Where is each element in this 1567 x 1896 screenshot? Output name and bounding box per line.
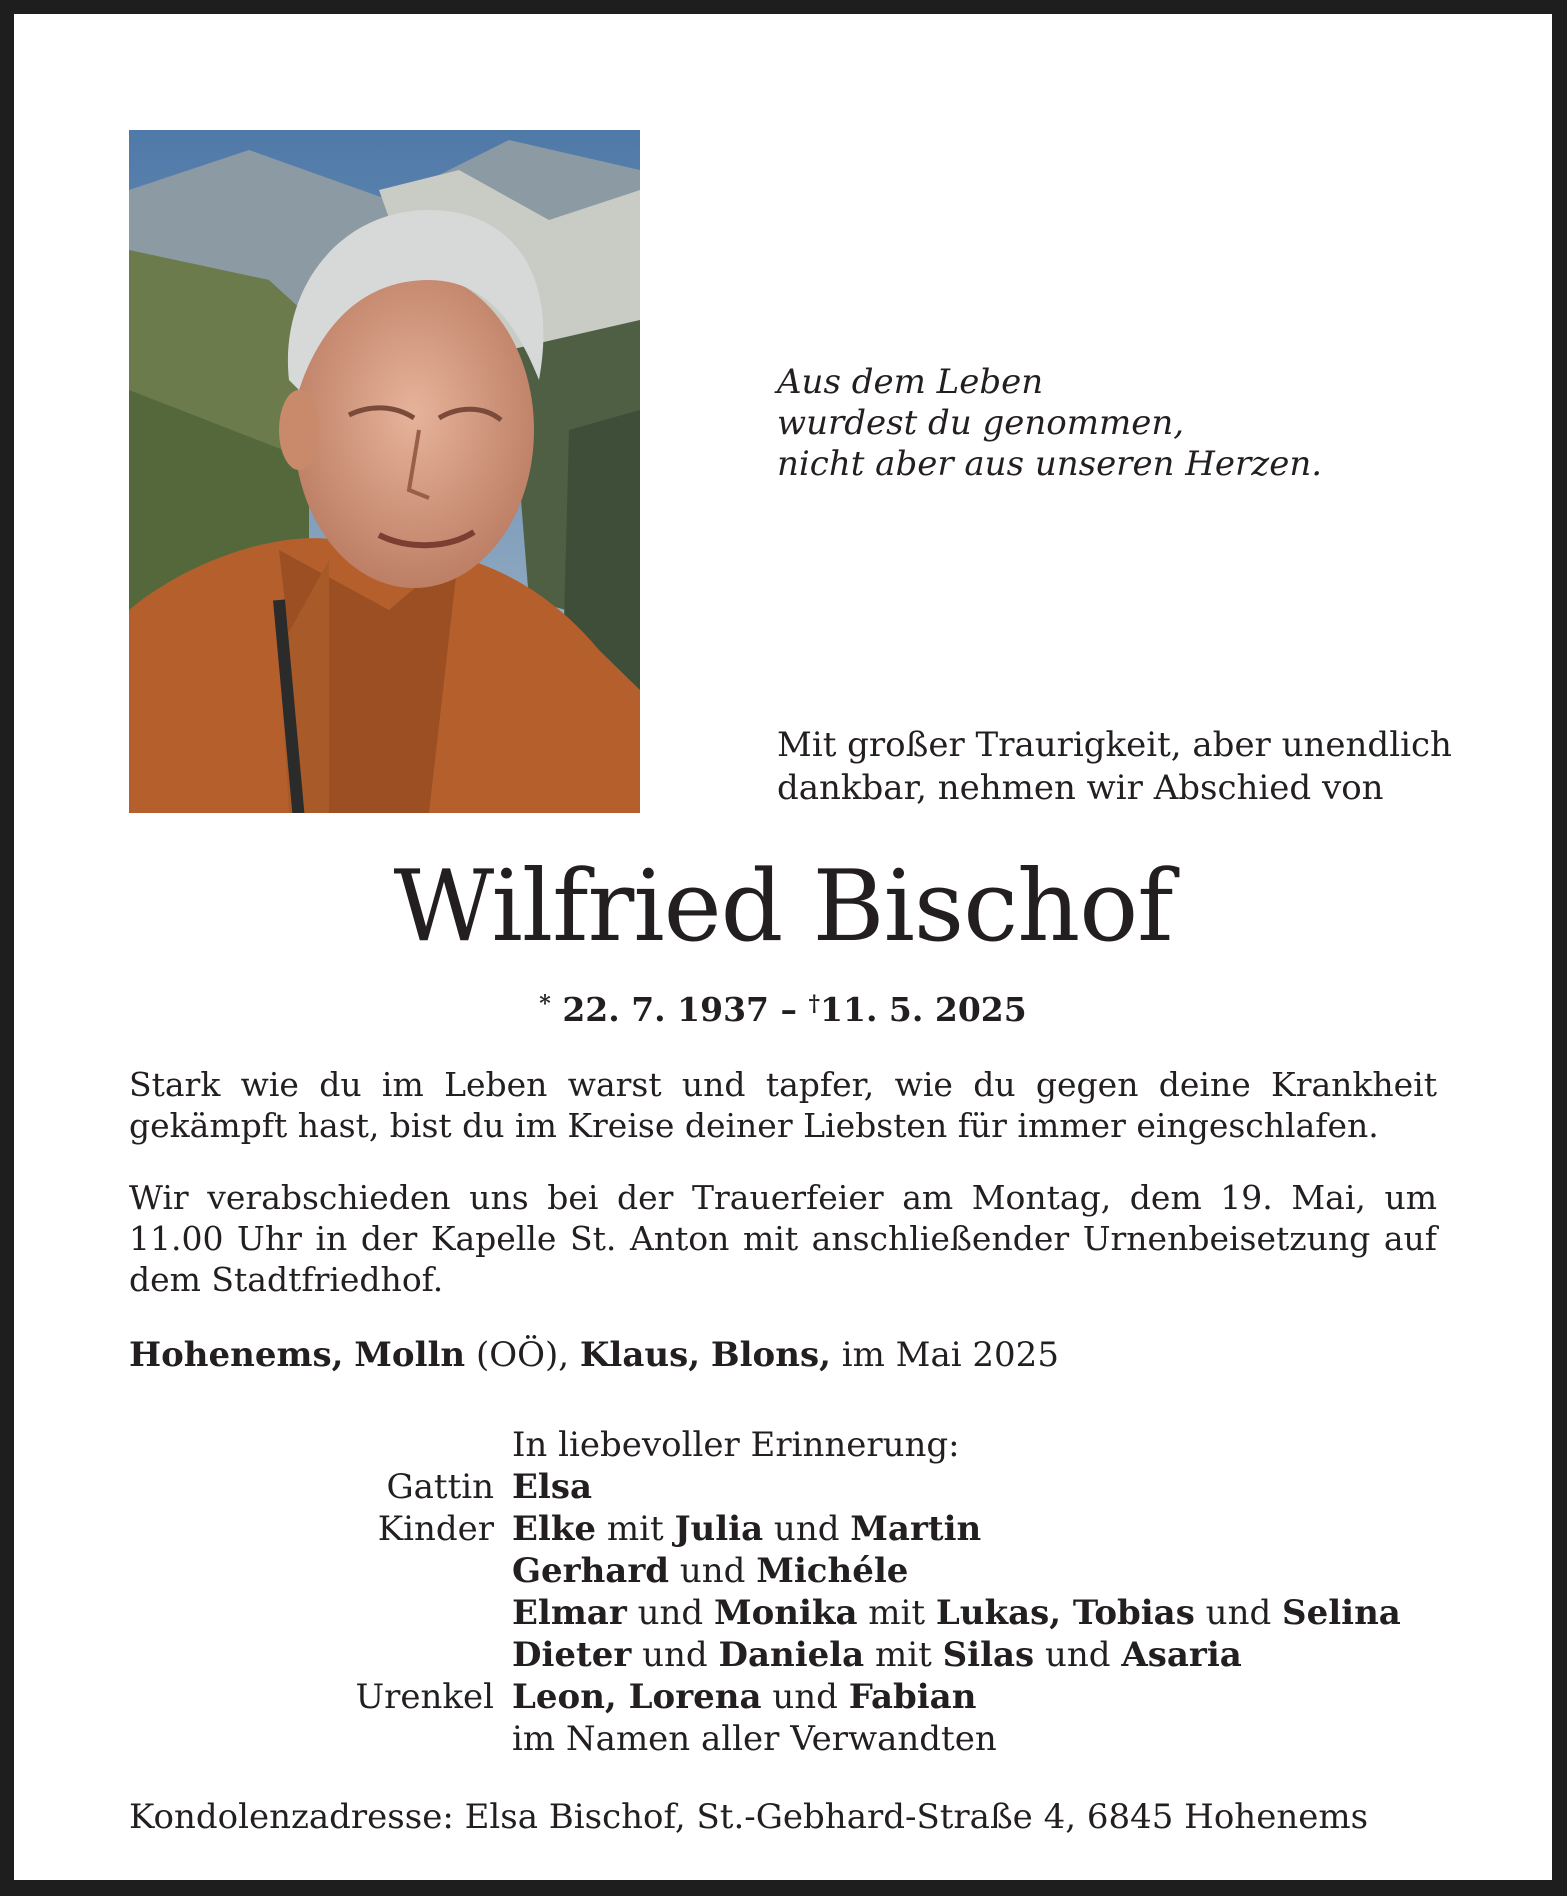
intro-line: Mit großer Traurigkeit, aber unendlich <box>777 725 1452 765</box>
family-name: Monika <box>713 1593 858 1633</box>
paragraph-ceremony: Wir verabschieden uns bei der Trauerfeier am Montag, dem 19. Mai, um 11.00 Uhr in der Kapelle St. Anton mit anschließender Urnenbeisetzung auf dem Stadtfriedhof. <box>129 1178 1437 1299</box>
place-blons: Blons, <box>710 1335 831 1375</box>
place-date: im Mai 2025 <box>841 1335 1059 1375</box>
connector: mit <box>606 1509 664 1549</box>
family-name: Elke <box>512 1509 597 1549</box>
family-row-urenkel <box>14 1676 1552 1718</box>
label-urenkel: Urenkel <box>355 1677 494 1717</box>
name-elsa: Elsa <box>512 1467 593 1507</box>
family-name: Lukas, Tobias <box>935 1593 1195 1633</box>
family-list <box>14 1424 1552 1760</box>
connector: und <box>772 1677 838 1717</box>
birth-symbol: * <box>539 991 551 1017</box>
connector: und <box>773 1509 840 1549</box>
family-name: Michéle <box>756 1551 909 1591</box>
obituary-card <box>14 14 1552 1880</box>
place-molln: Molln <box>354 1335 466 1375</box>
label-kinder: Kinder <box>377 1509 494 1549</box>
condolence-address: Kondolenzadresse: Elsa Bischof, St.-Gebhard-Straße 4, 6845 Hohenems <box>129 1797 1369 1837</box>
connector: und <box>1205 1593 1272 1633</box>
family-name: Fabian <box>848 1677 977 1717</box>
intro-text <box>777 724 1452 810</box>
quote-line: wurdest du genommen, <box>777 403 1185 443</box>
connector: mit <box>875 1635 932 1675</box>
birth-date: 22. 7. 1937 <box>562 990 769 1029</box>
family-heading-row <box>14 1424 1552 1466</box>
family-row <box>14 1592 1552 1634</box>
family-name: Asaria <box>1121 1635 1242 1675</box>
date-separator: – <box>780 990 797 1029</box>
death-symbol: † <box>808 991 821 1017</box>
quote-line: nicht aber aus unseren Herzen. <box>777 444 1323 484</box>
life-dates <box>14 984 1552 1030</box>
connector: und <box>637 1593 704 1633</box>
place-klaus: Klaus, <box>579 1335 701 1375</box>
family-name: Daniela <box>718 1635 865 1675</box>
death-date: 11. 5. 2025 <box>820 990 1027 1029</box>
connector: und <box>679 1551 746 1591</box>
family-heading: In liebevoller Erinnerung: <box>512 1425 960 1465</box>
family-row <box>14 1634 1552 1676</box>
connector: und <box>1045 1635 1111 1675</box>
family-name: Leon, Lorena <box>512 1677 762 1717</box>
family-closing-row <box>14 1718 1552 1760</box>
family-row-kinder <box>14 1508 1552 1550</box>
family-name: Dieter <box>512 1635 632 1675</box>
label-gattin: Gattin <box>386 1467 494 1507</box>
family-name: Silas <box>942 1635 1035 1675</box>
quote-line: Aus dem Leben <box>777 362 1044 402</box>
family-row-gattin <box>14 1466 1552 1508</box>
paragraph-tribute: Stark wie du im Leben warst und tapfer, wie du gegen deine Krankheit gekämpft hast, bist du im Kreise deiner Liebsten für immer eingeschlafen. <box>129 1065 1437 1145</box>
family-closing: im Namen aller Verwandten <box>512 1719 997 1759</box>
connector: mit <box>868 1593 926 1633</box>
family-row <box>14 1550 1552 1592</box>
family-name: Elmar <box>512 1593 627 1633</box>
family-name: Gerhard <box>512 1551 670 1591</box>
family-name: Selina <box>1282 1593 1401 1633</box>
portrait-illustration <box>129 130 640 813</box>
place-hohenems: Hohenems, <box>129 1335 344 1375</box>
place-region: (OÖ), <box>475 1335 570 1375</box>
place-and-date <box>129 1334 1059 1376</box>
family-name: Julia <box>674 1509 764 1549</box>
intro-line: dankbar, nehmen wir Abschied von <box>777 768 1384 808</box>
family-name: Martin <box>850 1509 982 1549</box>
memorial-quote <box>777 362 1322 485</box>
connector: und <box>642 1635 708 1675</box>
deceased-name: Wilfried Bischof <box>393 850 1173 964</box>
portrait-photo <box>129 130 640 813</box>
